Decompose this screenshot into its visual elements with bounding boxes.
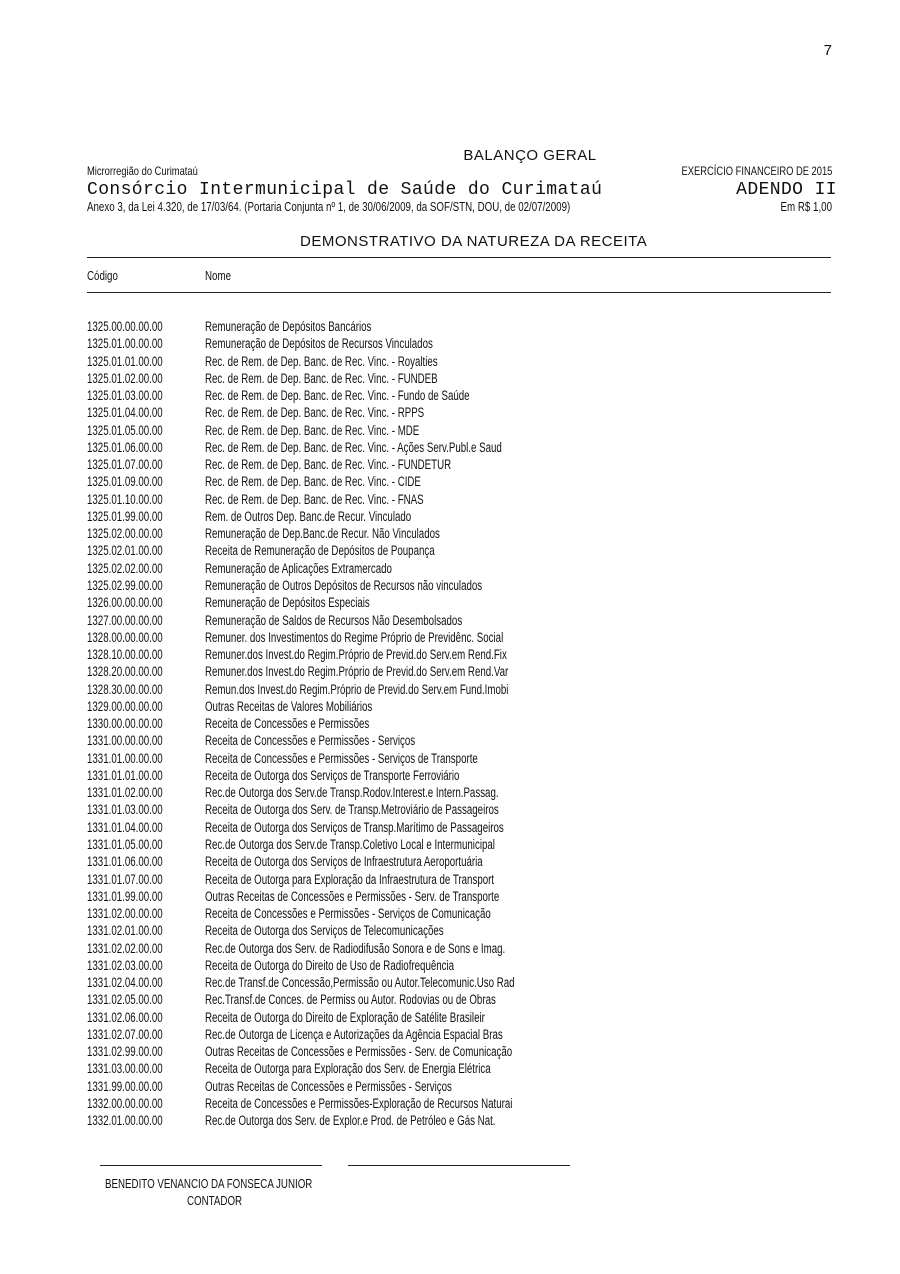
revenue-code: 1325.01.07.00.00	[87, 457, 163, 473]
revenue-code: 1331.01.04.00.00	[87, 819, 163, 835]
revenue-code: 1330.00.00.00.00	[87, 716, 163, 732]
revenue-code: 1331.02.03.00.00	[87, 957, 163, 973]
table-row	[87, 387, 847, 404]
signature-line-left	[100, 1165, 322, 1166]
table-row	[87, 1009, 847, 1026]
revenue-code: 1325.01.05.00.00	[87, 422, 163, 438]
table-row	[87, 318, 847, 335]
revenue-name: Receita de Outorga dos Serviços de Infraestrutura Aeroportuária	[205, 854, 483, 870]
table-row	[87, 698, 847, 715]
revenue-name: Receita de Outorga para Exploração da Infraestrutura de Transport	[205, 871, 495, 887]
table-row	[87, 750, 847, 767]
revenue-code: 1331.01.07.00.00	[87, 871, 163, 887]
table-row	[87, 612, 847, 629]
revenue-name: Remuner. dos Investimentos do Regime Próprio de Previdênc. Social	[205, 629, 504, 645]
revenue-code: 1331.00.00.00.00	[87, 733, 163, 749]
table-row	[87, 871, 847, 888]
revenue-code: 1327.00.00.00.00	[87, 612, 163, 628]
table-row	[87, 1112, 847, 1129]
revenue-code: 1325.01.09.00.00	[87, 474, 163, 490]
column-header-code: Código	[87, 268, 118, 283]
table-row	[87, 473, 847, 490]
revenue-code: 1331.02.02.00.00	[87, 940, 163, 956]
revenue-code: 1331.01.01.00.00	[87, 767, 163, 783]
revenue-name: Rec.de Outorga de Licença e Autorizações da Agência Espacial Bras	[205, 1026, 503, 1042]
revenue-name: Remuneração de Saldos de Recursos Não Desembolsados	[205, 612, 463, 628]
revenue-code: 1331.01.00.00.00	[87, 750, 163, 766]
revenue-name: Outras Receitas de Valores Mobiliários	[205, 698, 373, 714]
revenue-name: Remuneração de Dep.Banc.de Recur. Não Vinculados	[205, 526, 440, 542]
table-row	[87, 767, 847, 784]
revenue-code: 1325.01.01.00.00	[87, 353, 163, 369]
report-subtitle: DEMONSTRATIVO DA NATUREZA DA RECEITA	[300, 233, 648, 250]
revenue-code: 1331.02.00.00.00	[87, 906, 163, 922]
revenue-code: 1329.00.00.00.00	[87, 698, 163, 714]
table-row	[87, 1060, 847, 1077]
table-row	[87, 370, 847, 387]
revenue-name: Receita de Outorga para Exploração dos Serv. de Energia Elétrica	[205, 1061, 491, 1077]
table-row	[87, 957, 847, 974]
table-row	[87, 353, 847, 370]
table-row	[87, 922, 847, 939]
revenue-name: Receita de Outorga do Direito de Exploração de Satélite Brasileir	[205, 1009, 485, 1025]
revenue-name: Outras Receitas de Concessões e Permissões - Serv. de Transporte	[205, 888, 500, 904]
signer-name: BENEDITO VENANCIO DA FONSECA JUNIOR	[105, 1177, 313, 1191]
revenue-name: Receita de Concessões e Permissões-Exploração de Recursos Naturai	[205, 1095, 513, 1111]
revenue-name: Rec. de Rem. de Dep. Banc. de Rec. Vinc. - CIDE	[205, 474, 421, 490]
revenue-code: 1325.01.06.00.00	[87, 439, 163, 455]
revenue-name: Rec.de Outorga dos Serv. de Radiodifusão Sonora e de Sons e Imag.	[205, 940, 506, 956]
revenue-code: 1325.01.10.00.00	[87, 491, 163, 507]
revenue-name: Rec.Transf.de Conces. de Permiss ou Autor. Rodovias ou de Obras	[205, 992, 496, 1008]
revenue-name: Rec.de Outorga dos Serv.de Transp.Rodov.Interest.e Intern.Passag.	[205, 785, 499, 801]
revenue-name: Rec. de Rem. de Dep. Banc. de Rec. Vinc. - FUNDETUR	[205, 457, 452, 473]
revenue-code: 1325.02.01.00.00	[87, 543, 163, 559]
revenue-name: Receita de Outorga dos Serviços de Telecomunicações	[205, 923, 444, 939]
column-header-name: Nome	[205, 268, 232, 283]
revenue-name: Rec. de Rem. de Dep. Banc. de Rec. Vinc. - RPPS	[205, 405, 425, 421]
revenue-code: 1326.00.00.00.00	[87, 595, 163, 611]
table-row	[87, 905, 847, 922]
revenue-name: Receita de Outorga dos Serviços de Transp.Marítimo de Passageiros	[205, 819, 504, 835]
revenue-code: 1325.01.00.00.00	[87, 336, 163, 352]
table-row	[87, 594, 847, 611]
legal-basis: Anexo 3, da Lei 4.320, de 17/03/64. (Portaria Conjunta nº 1, de 30/06/2009, da SOF/STN, DOU, de 02/07/2009)	[87, 200, 571, 214]
table-row	[87, 1043, 847, 1060]
revenue-name: Remun.dos Invest.do Regim.Próprio de Previd.do Serv.em Fund.Imobi	[205, 681, 509, 697]
revenue-name: Remuneração de Depósitos de Recursos Vinculados	[205, 336, 433, 352]
revenue-name: Remuner.dos Invest.do Regim.Próprio de Previd.do Serv.em Rend.Var	[205, 664, 509, 680]
table-row	[87, 422, 847, 439]
entity-name: Consórcio Intermunicipal de Saúde do Curimataú	[87, 180, 603, 200]
revenue-code: 1325.00.00.00.00	[87, 319, 163, 334]
revenue-code: 1332.00.00.00.00	[87, 1095, 163, 1111]
revenue-name: Receita de Outorga dos Serviços de Transporte Ferroviário	[205, 767, 460, 783]
revenue-code: 1325.02.00.00.00	[87, 526, 163, 542]
table-row	[87, 577, 847, 594]
revenue-name: Remuneração de Depósitos Especiais	[205, 595, 370, 611]
revenue-code: 1328.20.00.00.00	[87, 664, 163, 680]
revenue-code: 1331.99.00.00.00	[87, 1078, 163, 1094]
table-row	[87, 542, 847, 559]
revenue-name: Receita de Outorga dos Serv. de Transp.Metroviário de Passageiros	[205, 802, 499, 818]
revenue-code: 1332.01.00.00.00	[87, 1113, 163, 1129]
revenue-name: Remuneração de Outros Depósitos de Recursos não vinculados	[205, 577, 483, 593]
table-row	[87, 784, 847, 801]
revenue-name: Receita de Concessões e Permissões - Serviços de Transporte	[205, 750, 478, 766]
signer-role: CONTADOR	[187, 1194, 243, 1208]
table-row	[87, 974, 847, 991]
revenue-name: Receita de Remuneração de Depósitos de Poupança	[205, 543, 435, 559]
table-row	[87, 335, 847, 352]
header-divider-bottom	[87, 292, 831, 293]
table-row	[87, 681, 847, 698]
revenue-name: Rec. de Rem. de Dep. Banc. de Rec. Vinc. - FNAS	[205, 491, 424, 507]
revenue-code: 1331.01.02.00.00	[87, 785, 163, 801]
revenue-name: Receita de Concessões e Permissões	[205, 716, 370, 732]
region-label: Microrregião do Curimataú	[87, 164, 198, 178]
appendix-label: ADENDO II	[736, 180, 837, 200]
revenue-code: 1328.30.00.00.00	[87, 681, 163, 697]
revenue-code: 1331.02.06.00.00	[87, 1009, 163, 1025]
table-row	[87, 525, 847, 542]
table-row	[87, 888, 847, 905]
revenue-name: Receita de Outorga do Direito de Uso de Radiofrequência	[205, 957, 455, 973]
revenue-code: 1331.01.03.00.00	[87, 802, 163, 818]
revenue-code: 1331.01.99.00.00	[87, 888, 163, 904]
revenue-code: 1331.01.05.00.00	[87, 836, 163, 852]
revenue-name: Rec.de Outorga dos Serv. de Explor.e Prod. de Petróleo e Gás Nat.	[205, 1113, 496, 1129]
table-row	[87, 456, 847, 473]
revenue-code: 1325.01.02.00.00	[87, 370, 163, 386]
table-row	[87, 646, 847, 663]
revenue-name: Rec. de Rem. de Dep. Banc. de Rec. Vinc. - MDE	[205, 422, 420, 438]
table-row	[87, 508, 847, 525]
table-row	[87, 1026, 847, 1043]
revenue-name: Receita de Concessões e Permissões - Serviços de Comunicação	[205, 906, 491, 922]
page-number: 7	[823, 42, 832, 59]
revenue-table	[87, 318, 847, 1129]
table-row	[87, 940, 847, 957]
table-row	[87, 1078, 847, 1095]
revenue-name: Rec.de Outorga dos Serv.de Transp.Coletivo Local e Intermunicipal	[205, 836, 495, 852]
revenue-code: 1331.03.00.00.00	[87, 1061, 163, 1077]
fiscal-year: EXERCÍCIO FINANCEIRO DE 2015	[681, 164, 832, 178]
revenue-name: Remuneração de Depósitos Bancários	[205, 319, 372, 334]
revenue-code: 1331.01.06.00.00	[87, 854, 163, 870]
header-divider-top	[87, 257, 831, 258]
currency-unit: Em R$ 1,00	[780, 200, 832, 214]
revenue-name: Rec.de Transf.de Concessão,Permissão ou Autor.Telecomunic.Uso Rad	[205, 975, 515, 991]
revenue-code: 1325.01.03.00.00	[87, 388, 163, 404]
revenue-code: 1328.00.00.00.00	[87, 629, 163, 645]
table-row	[87, 801, 847, 818]
revenue-name: Outras Receitas de Concessões e Permissões - Serv. de Comunicação	[205, 1044, 513, 1060]
report-title: BALANÇO GERAL	[463, 147, 597, 164]
table-row	[87, 1095, 847, 1112]
revenue-code: 1328.10.00.00.00	[87, 647, 163, 663]
table-row	[87, 404, 847, 421]
revenue-code: 1331.02.01.00.00	[87, 923, 163, 939]
signature-line-right	[348, 1165, 570, 1166]
revenue-code: 1331.02.05.00.00	[87, 992, 163, 1008]
table-row	[87, 715, 847, 732]
revenue-name: Remuner.dos Invest.do Regim.Próprio de Previd.do Serv.em Rend.Fix	[205, 647, 507, 663]
table-row	[87, 629, 847, 646]
revenue-name: Rec. de Rem. de Dep. Banc. de Rec. Vinc. - Royalties	[205, 353, 438, 369]
revenue-code: 1325.01.99.00.00	[87, 508, 163, 524]
table-row	[87, 560, 847, 577]
table-row	[87, 663, 847, 680]
revenue-code: 1325.01.04.00.00	[87, 405, 163, 421]
revenue-code: 1331.02.99.00.00	[87, 1044, 163, 1060]
revenue-name: Rec. de Rem. de Dep. Banc. de Rec. Vinc. - Fundo de Saúde	[205, 388, 470, 404]
table-row	[87, 836, 847, 853]
table-row	[87, 491, 847, 508]
revenue-code: 1325.02.02.00.00	[87, 560, 163, 576]
revenue-name: Receita de Concessões e Permissões - Serviços	[205, 733, 416, 749]
table-row	[87, 819, 847, 836]
revenue-name: Rec. de Rem. de Dep. Banc. de Rec. Vinc. - Ações Serv.Publ.e Saud	[205, 439, 502, 455]
revenue-name: Remuneração de Aplicações Extramercado	[205, 560, 392, 576]
revenue-name: Rec. de Rem. de Dep. Banc. de Rec. Vinc. - FUNDEB	[205, 370, 438, 386]
revenue-name: Rem. de Outros Dep. Banc.de Recur. Vinculado	[205, 508, 412, 524]
revenue-code: 1331.02.07.00.00	[87, 1026, 163, 1042]
revenue-name: Outras Receitas de Concessões e Permissões - Serviços	[205, 1078, 452, 1094]
table-row	[87, 732, 847, 749]
table-row	[87, 991, 847, 1008]
revenue-code: 1325.02.99.00.00	[87, 577, 163, 593]
table-row	[87, 439, 847, 456]
table-row	[87, 853, 847, 870]
revenue-code: 1331.02.04.00.00	[87, 975, 163, 991]
